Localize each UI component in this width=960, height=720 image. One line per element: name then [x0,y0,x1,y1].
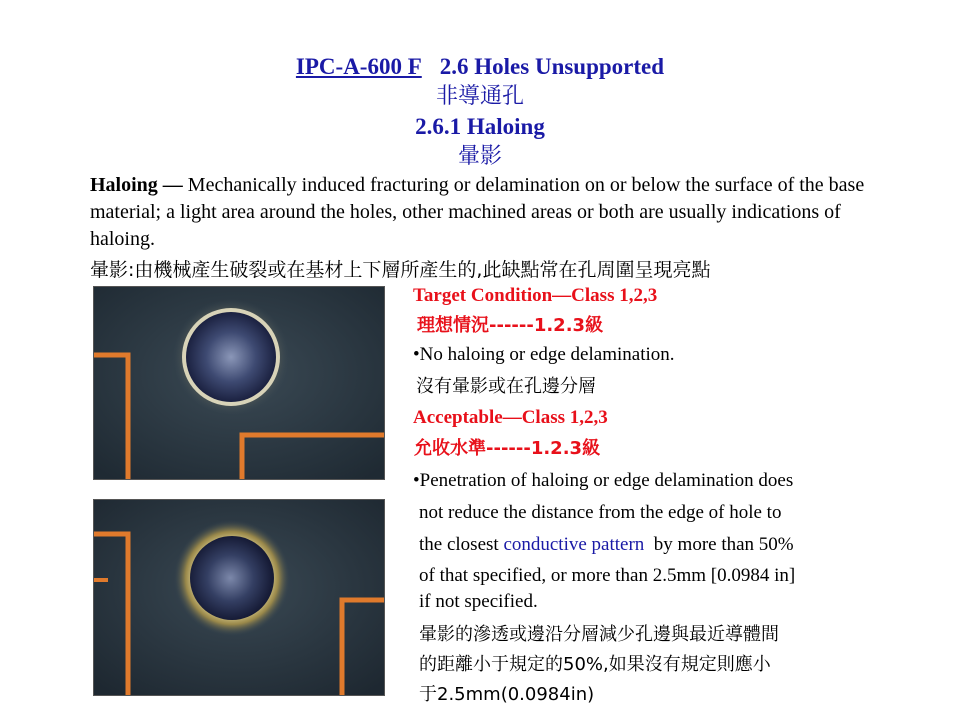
acceptable-line-3a: the closest [419,534,504,555]
acceptable-line-1: •Penetration of haloing or edge delamination does [413,470,794,491]
definition-dash: — [157,174,188,196]
definition-zh: 暈影:由機械產生破裂或在基材上下層所產生的,此缺點常在孔周圍呈現亮點 [90,259,711,281]
standard-link[interactable]: IPC-A-600 F [295,54,422,79]
target-bullet: •No haloing or edge delamination. [413,344,675,365]
section-title: 2.6 Holes Unsupported [439,54,665,79]
conductive-pattern-term: conductive pattern [503,534,645,555]
subsection-title-zh: 暈影 [457,144,502,169]
definition-paragraph [90,172,900,253]
subsection-title: 2.6.1 Haloing [415,114,545,139]
definition-term: Haloing [90,174,158,196]
target-heading: Target Condition—Class 1,2,3 [413,285,658,306]
acceptable-zh-2: 的距離小于規定的50%,如果沒有規定則應小 [419,654,771,675]
acceptable-line-5: if not specified. [419,591,538,612]
definition-text: Mechanically induced fracturing or delamination on or below the surface of the base material; a light area around the holes, other machined areas or both are usually indications of haloing. [90,174,865,250]
section-title-zh: 非導通孔 [435,84,524,109]
acceptable-photo [93,499,385,696]
acceptable-zh-1: 暈影的滲透或邊沿分層減少孔邊與最近導體間 [419,624,779,645]
acceptable-heading: Acceptable—Class 1,2,3 [413,407,608,428]
target-heading-zh: 理想情況------1.2.3級 [417,315,604,336]
target-bullet-zh: 沒有暈影或在孔邊分層 [416,376,596,397]
acceptable-zh-3: 于2.5mm(0.0984in) [419,684,595,705]
acceptable-line-2: not reduce the distance from the edge of hole to [419,502,782,523]
acceptable-line-3 [419,532,939,558]
acceptable-line-4: of that specified, or more than 2.5mm [0.0984 in] [419,565,796,586]
acceptable-line-3c: by more than 50% [644,534,794,555]
target-condition-photo [93,286,385,480]
title-line [0,52,960,82]
acceptable-heading-zh: 允收水準------1.2.3級 [414,438,601,459]
title-block [0,52,960,172]
